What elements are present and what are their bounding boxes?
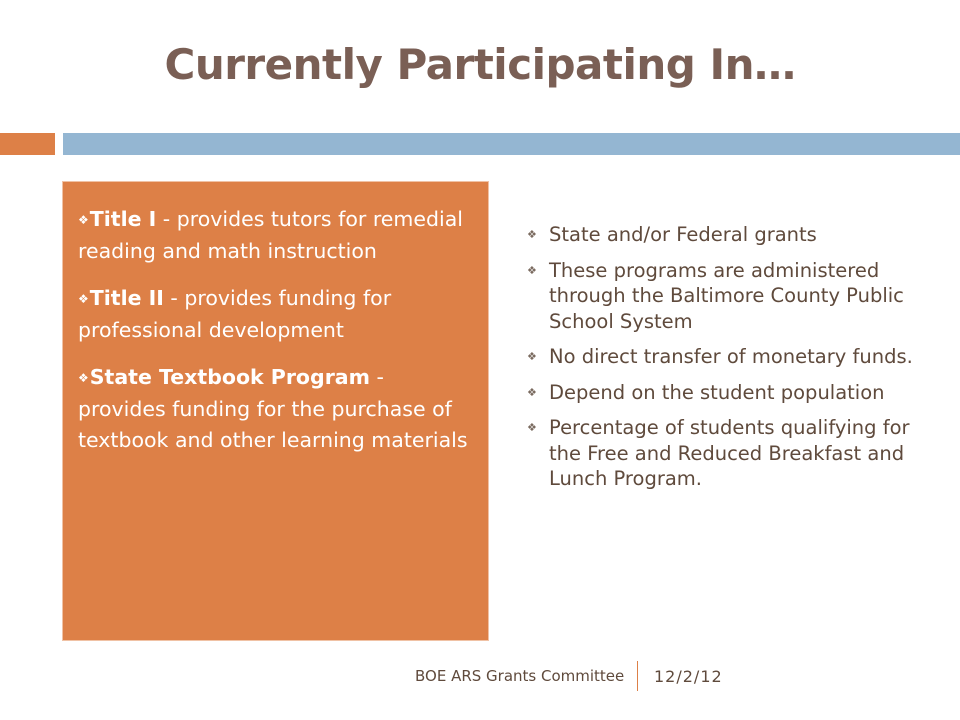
diamond-bullet-icon: ❖	[78, 213, 89, 227]
footer-committee: BOE ARS Grants Committee	[415, 667, 625, 685]
diamond-bullet-icon: ❖	[78, 292, 89, 306]
right-list-item: ❖ These programs are administered through the Baltimore County Public School System	[527, 258, 904, 333]
diamond-bullet-icon: ❖	[78, 371, 89, 385]
left-content-box	[62, 181, 489, 641]
footer-divider	[637, 661, 638, 691]
right-list-item: ❖ State and/or Federal grants	[527, 223, 817, 246]
right-list-item: ❖ Depend on the student population	[527, 380, 885, 404]
diamond-bullet-icon: ❖	[527, 385, 537, 399]
accent-bar-orange	[0, 133, 55, 155]
right-list-item: ❖ Percentage of students qualifying for the Free and Reduced Breakfast and Lunch Program.	[527, 416, 910, 490]
left-bullet-list	[63, 182, 488, 456]
slide-title: Currently Participating In…	[164, 40, 796, 89]
diamond-bullet-icon: ❖	[527, 263, 537, 277]
left-list-item: ❖Title I - provides tutors for remedial reading and math instruction	[78, 207, 463, 263]
left-list-item: ❖Title II - provides funding for professional development	[78, 286, 392, 342]
footer-date: 12/2/12	[654, 667, 723, 686]
diamond-bullet-icon: ❖	[527, 421, 537, 434]
right-list-item: ❖ No direct transfer of monetary funds.	[527, 345, 913, 368]
right-bullet-list	[527, 222, 942, 502]
left-list-item: ❖State Textbook Program - provides funding for the purchase of textbook and other learning materials	[78, 365, 468, 452]
diamond-bullet-icon: ❖	[527, 228, 537, 241]
diamond-bullet-icon: ❖	[527, 350, 537, 363]
accent-bar-blue	[63, 133, 960, 155]
